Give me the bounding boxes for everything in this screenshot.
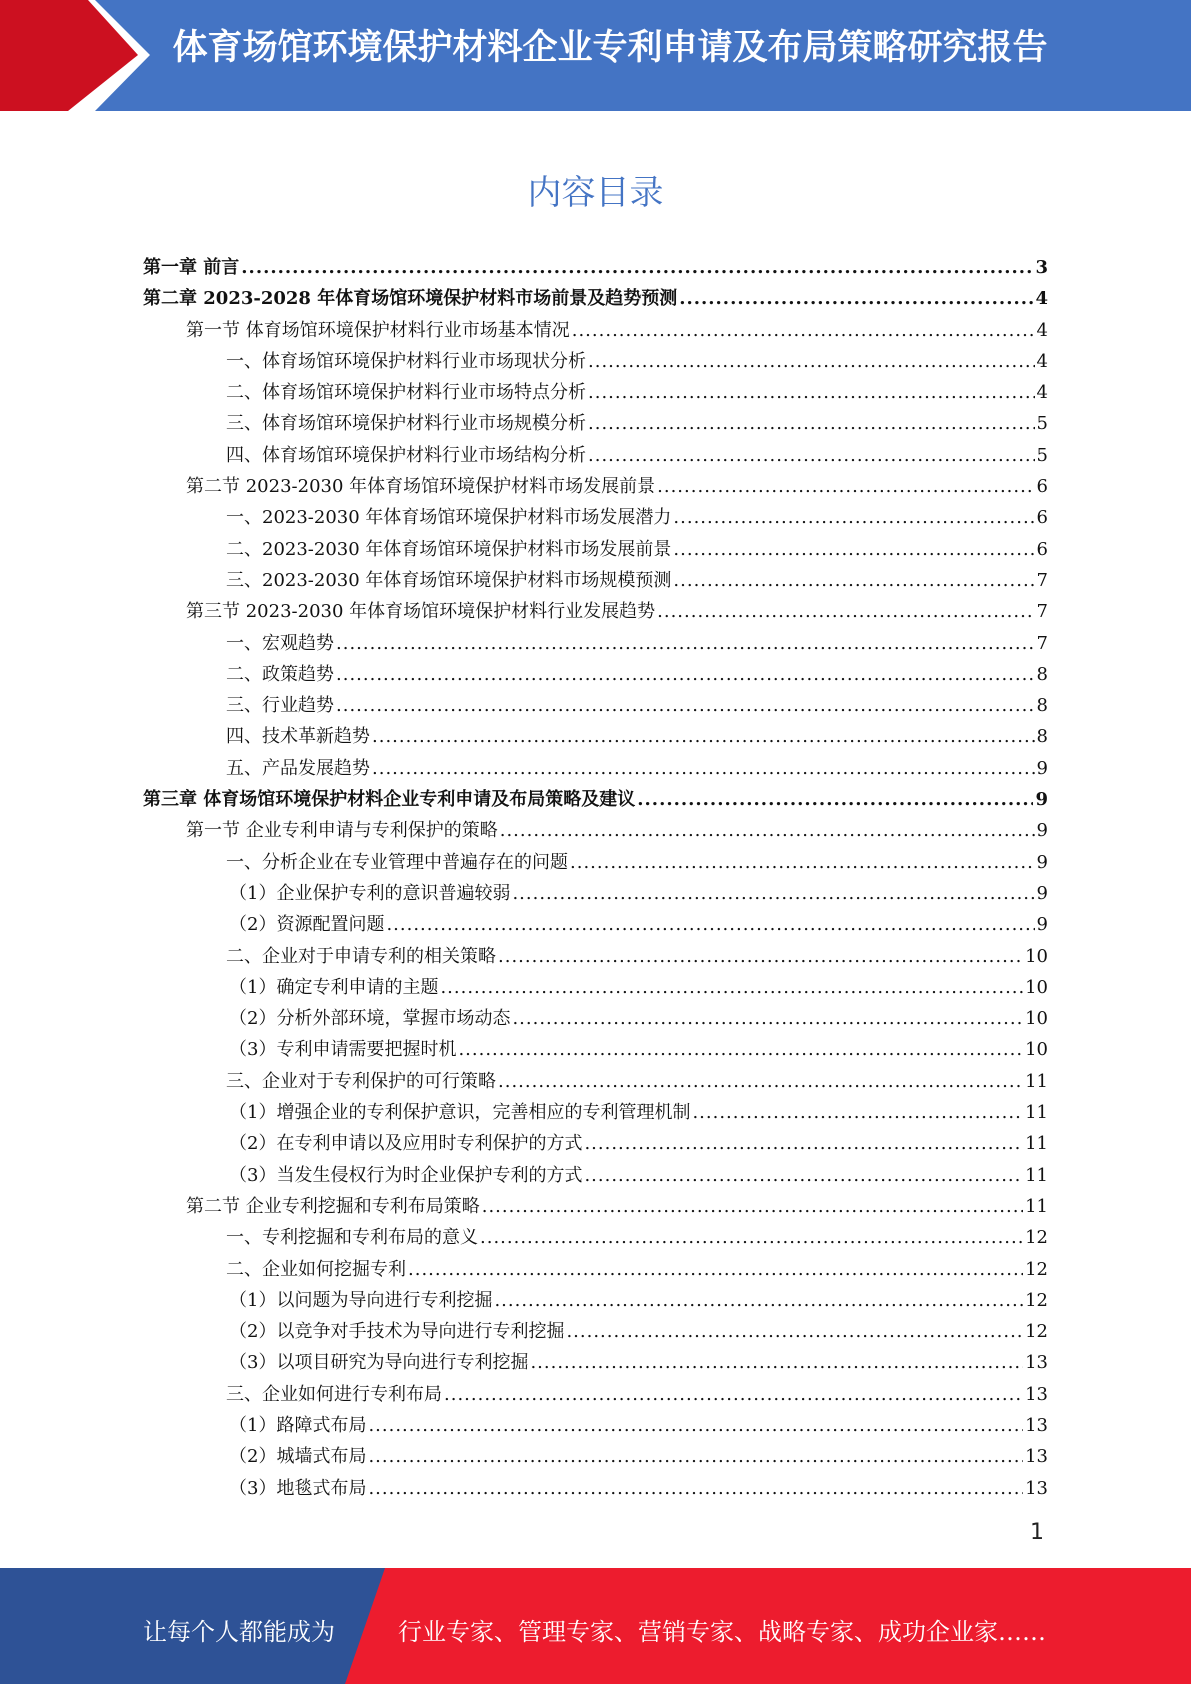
toc-entry-page: 9	[1036, 882, 1048, 904]
toc-entry-label: （1）路障式布局	[229, 1414, 367, 1436]
toc-entry[interactable]	[143, 1442, 1048, 1473]
toc-entry-page: 10	[1025, 945, 1048, 967]
toc-entry-page: 11	[1025, 1195, 1048, 1217]
toc-entry[interactable]	[143, 848, 1048, 879]
toc-entry-label: 三、企业如何进行专利布局	[226, 1383, 442, 1405]
toc-entry-label: 第一节 企业专利申请与专利保护的策略	[186, 820, 498, 842]
toc-dot-leader	[498, 1071, 1023, 1092]
toc-entry-label: 一、体育场馆环境保护材料行业市场现状分析	[226, 350, 586, 372]
toc-entry-label: 二、企业如何挖掘专利	[226, 1258, 406, 1280]
toc-entry-page: 9	[1036, 914, 1048, 936]
toc-entry-page: 7	[1036, 569, 1048, 591]
toc-entry[interactable]	[143, 1286, 1048, 1317]
toc-dot-leader	[657, 476, 1034, 497]
toc-entry[interactable]	[143, 1161, 1048, 1192]
toc-entry[interactable]	[143, 535, 1048, 566]
page-number: 1	[1030, 1520, 1044, 1545]
toc-entry-label: 二、2023-2030 年体育场馆环境保护材料市场发展前景	[226, 538, 672, 560]
toc-entry[interactable]	[143, 316, 1048, 347]
toc-entry-label: 三、行业趋势	[226, 695, 334, 717]
toc-entry-page: 5	[1036, 413, 1048, 435]
toc-dot-leader	[494, 1290, 1023, 1311]
toc-dot-leader	[566, 1321, 1023, 1342]
footer-slogan-right: 行业专家、管理专家、营销专家、战略专家、成功企业家……	[398, 1618, 1046, 1646]
toc-entry-label: 第三节 2023-2030 年体育场馆环境保护材料行业发展趋势	[186, 601, 656, 623]
toc-dot-leader	[673, 539, 1034, 560]
toc-entry-page: 10	[1025, 1039, 1048, 1061]
toc-entry-page: 3	[1035, 257, 1048, 278]
toc-entry-page: 8	[1036, 695, 1048, 717]
toc-entry-label: （2）在专利申请以及应用时专利保护的方式	[229, 1133, 583, 1155]
toc-entry-label: 四、体育场馆环境保护材料行业市场结构分析	[226, 444, 586, 466]
toc-entry-page: 7	[1036, 601, 1048, 623]
toc-dot-leader	[512, 883, 1034, 904]
toc-entry[interactable]	[143, 378, 1048, 409]
toc-dot-leader	[372, 726, 1035, 747]
toc-dot-leader	[336, 664, 1035, 685]
toc-dot-leader	[368, 1446, 1023, 1467]
toc-dot-leader	[498, 946, 1023, 967]
toc-entry[interactable]	[143, 1223, 1048, 1254]
toc-entry-page: 13	[1025, 1446, 1048, 1468]
toc-entry-label: （1）增强企业的专利保护意识，完善相应的专利管理机制	[229, 1102, 691, 1124]
toc-entry[interactable]	[143, 691, 1048, 722]
toc-dot-leader	[444, 1384, 1023, 1405]
toc-dot-leader	[572, 320, 1035, 341]
toc-entry[interactable]	[143, 722, 1048, 753]
toc-entry[interactable]	[143, 441, 1048, 472]
toc-dot-leader	[500, 820, 1035, 841]
toc-entry[interactable]	[143, 816, 1048, 847]
toc-entry[interactable]	[143, 1035, 1048, 1066]
toc-entry-page: 5	[1036, 444, 1048, 466]
toc-entry-label: 第三章 体育场馆环境保护材料企业专利申请及布局策略及建议	[143, 789, 636, 811]
toc-entry[interactable]	[143, 472, 1048, 503]
toc-dot-leader	[584, 1165, 1023, 1186]
footer-banner	[0, 1568, 1191, 1684]
toc-entry[interactable]	[143, 785, 1048, 816]
toc-dot-leader	[512, 1008, 1023, 1029]
toc-dot-leader	[386, 914, 1034, 935]
toc-dot-leader	[692, 1102, 1023, 1123]
toc-entry[interactable]	[143, 347, 1048, 378]
toc-dot-leader	[570, 852, 1035, 873]
toc-entry[interactable]	[143, 597, 1048, 628]
toc-entry[interactable]	[143, 1255, 1048, 1286]
toc-entry[interactable]	[143, 1317, 1048, 1348]
toc-entry-page: 12	[1025, 1321, 1048, 1343]
toc-entry[interactable]	[143, 1474, 1048, 1505]
toc-entry-page: 10	[1025, 1008, 1048, 1030]
toc-entry-page: 13	[1025, 1414, 1048, 1436]
toc-entry-page: 9	[1036, 820, 1048, 842]
toc-entry-page: 11	[1025, 1102, 1048, 1124]
toc-dot-leader	[480, 1227, 1023, 1248]
toc-entry[interactable]	[143, 1067, 1048, 1098]
toc-entry-page: 12	[1025, 1258, 1048, 1280]
toc-entry-page: 6	[1036, 538, 1048, 560]
toc-entry[interactable]	[143, 409, 1048, 440]
toc-dot-leader	[336, 695, 1035, 716]
toc-dot-leader	[440, 977, 1023, 998]
toc-entry-label: 第二节 企业专利挖掘和专利布局策略	[186, 1195, 480, 1217]
toc-entry-label: （2）资源配置问题	[229, 914, 385, 936]
toc-entry-label: （1）以问题为导向进行专利挖掘	[229, 1289, 493, 1311]
toc-dot-leader	[530, 1352, 1023, 1373]
toc-entry-page: 13	[1025, 1477, 1048, 1499]
toc-entry-page: 6	[1036, 476, 1048, 498]
toc-dot-leader	[588, 445, 1035, 466]
toc-entry-label: 第一节 体育场馆环境保护材料行业市场基本情况	[186, 319, 570, 341]
toc-entry[interactable]	[143, 1348, 1048, 1379]
toc-dot-leader	[588, 413, 1035, 434]
toc-entry-page: 13	[1025, 1352, 1048, 1374]
header-arrow-graphic	[0, 0, 150, 111]
document-title: 体育场馆环境保护材料企业专利申请及布局策略研究报告	[172, 28, 1048, 68]
toc-entry-page: 8	[1036, 726, 1048, 748]
toc-entry-page: 12	[1025, 1227, 1048, 1249]
toc-dot-leader	[673, 570, 1034, 591]
toc-entry-page: 13	[1025, 1383, 1048, 1405]
toc-entry-label: （1）确定专利申请的主题	[229, 976, 439, 998]
toc-entry-label: （3）地毯式布局	[229, 1477, 367, 1499]
toc-entry-label: 三、2023-2030 年体育场馆环境保护材料市场规模预测	[226, 569, 672, 591]
toc-entry[interactable]	[143, 1411, 1048, 1442]
toc-entry[interactable]	[143, 253, 1048, 284]
toc-entry-label: 三、体育场馆环境保护材料行业市场规模分析	[226, 413, 586, 435]
toc-entry-label: 一、2023-2030 年体育场馆环境保护材料市场发展潜力	[226, 507, 672, 529]
toc-dot-leader	[241, 257, 1033, 278]
toc-entry-page: 9	[1036, 757, 1048, 779]
toc-entry-page: 4	[1036, 382, 1048, 404]
toc-entry-label: 三、企业对于专利保护的可行策略	[226, 1070, 496, 1092]
toc-dot-leader	[368, 1415, 1023, 1436]
toc-entry-page: 7	[1036, 632, 1048, 654]
toc-entry[interactable]	[143, 503, 1048, 534]
toc-entry-page: 10	[1025, 976, 1048, 998]
toc-entry[interactable]	[143, 942, 1048, 973]
toc-dot-leader	[584, 1133, 1023, 1154]
toc-entry-label: 一、专利挖掘和专利布局的意义	[226, 1227, 478, 1249]
toc-entry-label: 第一章 前言	[143, 257, 240, 278]
toc-entry[interactable]	[143, 1380, 1048, 1411]
toc-heading: 内容目录	[527, 173, 664, 213]
toc-entry-label: （3）当发生侵权行为时企业保护专利的方式	[229, 1164, 583, 1186]
toc-entry-label: （3）以项目研究为导向进行专利挖掘	[229, 1352, 529, 1374]
toc-dot-leader	[372, 758, 1035, 779]
toc-entry-label: （2）城墙式布局	[229, 1446, 367, 1468]
toc-entry-label: （2）分析外部环境，掌握市场动态	[229, 1008, 511, 1030]
toc-entry-page: 9	[1035, 789, 1048, 811]
toc-entry[interactable]	[143, 1192, 1048, 1223]
toc-dot-leader	[408, 1259, 1023, 1280]
toc-dot-leader	[336, 633, 1035, 654]
toc-entry[interactable]	[143, 754, 1048, 785]
toc-entry[interactable]	[143, 879, 1048, 910]
toc-entry[interactable]	[143, 973, 1048, 1004]
toc-entry-page: 12	[1025, 1289, 1048, 1311]
toc-entry-label: 第二章 2023-2028 年体育场馆环境保护材料市场前景及趋势预测	[143, 288, 678, 310]
toc-entry-page: 4	[1035, 288, 1048, 310]
toc-dot-leader	[458, 1039, 1023, 1060]
toc-dot-leader	[368, 1478, 1023, 1499]
toc-dot-leader	[657, 601, 1034, 622]
header-banner	[0, 0, 1191, 111]
toc-dot-leader	[637, 789, 1033, 810]
toc-dot-leader	[482, 1196, 1023, 1217]
toc-dot-leader	[679, 288, 1033, 309]
toc-entry-label: 第二节 2023-2030 年体育场馆环境保护材料市场发展前景	[186, 476, 656, 498]
toc-entry-page: 11	[1025, 1133, 1048, 1155]
toc-entry-page: 4	[1036, 350, 1048, 372]
toc-entry-page: 4	[1036, 319, 1048, 341]
toc-entry-label: （2）以竞争对手技术为导向进行专利挖掘	[229, 1321, 565, 1343]
toc-entry-label: 一、宏观趋势	[226, 632, 334, 654]
toc-entry-label: 五、产品发展趋势	[226, 757, 370, 779]
toc-entry[interactable]	[143, 1129, 1048, 1160]
toc-entry[interactable]	[143, 1004, 1048, 1035]
toc-entry[interactable]	[143, 629, 1048, 660]
toc-entry[interactable]	[143, 566, 1048, 597]
toc-entry[interactable]	[143, 910, 1048, 941]
toc-entry-page: 11	[1025, 1070, 1048, 1092]
toc-entry-label: 四、技术革新趋势	[226, 726, 370, 748]
toc-entry[interactable]	[143, 1098, 1048, 1129]
toc-entry-page: 8	[1036, 663, 1048, 685]
toc-entry-page: 9	[1036, 851, 1048, 873]
toc-entry[interactable]	[143, 660, 1048, 691]
toc-entry-label: （3）专利申请需要把握时机	[229, 1039, 457, 1061]
toc-entry-label: 二、体育场馆环境保护材料行业市场特点分析	[226, 382, 586, 404]
table-of-contents	[143, 253, 1048, 1505]
toc-entry[interactable]	[143, 284, 1048, 315]
toc-entry-label: 一、分析企业在专业管理中普遍存在的问题	[226, 851, 568, 873]
toc-dot-leader	[673, 507, 1034, 528]
toc-entry-page: 11	[1025, 1164, 1048, 1186]
toc-entry-label: 二、企业对于申请专利的相关策略	[226, 945, 496, 967]
toc-entry-label: （1）企业保护专利的意识普遍较弱	[229, 882, 511, 904]
toc-entry-label: 二、政策趋势	[226, 663, 334, 685]
footer-slogan-left: 让每个人都能成为	[143, 1618, 335, 1646]
toc-entry-page: 6	[1036, 507, 1048, 529]
toc-dot-leader	[588, 382, 1035, 403]
toc-dot-leader	[588, 351, 1035, 372]
